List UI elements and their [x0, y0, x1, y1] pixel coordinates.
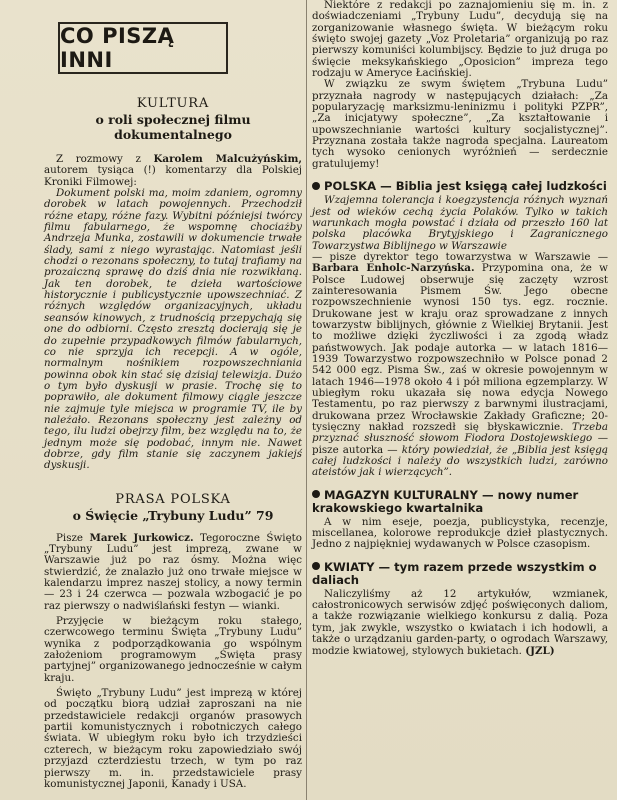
kwiaty-signature: (JZL) [525, 644, 555, 657]
polska-p1-italic: Trzeba przyznać słuszność słowom Fiodora Dostojewskiego [312, 421, 608, 445]
polska-headline [312, 180, 608, 193]
kultura-quote: Dokument polski ma, moim zdaniem, ogromny dorobek w latach powojennych. Przechodził różne etapy, różne fazy. Wybitni późniejsi twórcy filmu fabularnego, że wspomnę chociażby Andrzeja Munka, zostawili w dokumencie trwałe ślady, sami z niego wyrastając. Natomiast jeśli chodzi o rezonans społeczny, to tutaj trafiamy na prozaiczną sprawę do dziś dnia nie rozwikłaną. Jak ten dorobek, te dzieła wartościowe historycznie i publicystycznie upowszechniać. Z różnych względów organizacyjnych, układu seansów kinowych, z trudnością przepychają się one do odbiorni. Często zresztą docierają się je do zupełnie przypadkowych filmów fabularnych, co nie sprzyja ich recepcji. A w ogóle, normalnym nośnikiem rozpowszechniania powinna obok kin stać się dzisiaj telewizja. Dużo o tym było dyskusji w prasie. Trochę się to poprawiło, ale dokument filmowy ciągle jeszcze nie zajmuje tyle miejsca w programie TV, ile by należało. Rezonans społeczny jest zależny od tego, ilu ludzi obejrzy film, bez względu na to, że jednym może się podobać, innym nie. Nawet dobrze, gdy film stanie się zaczynem jakiejś dyskusji. [44, 187, 302, 472]
kultura-intro-post: autorem tysiąca (!) komentarzy dla Polskiej Kroniki Filmowej: [44, 164, 302, 188]
prasa-p1-pre: Pisze [56, 531, 84, 544]
kwiaty-headline-text: KWIATY — tym razem przede wszystkim o daliach [312, 559, 597, 587]
kultura-article [44, 96, 302, 472]
right-column [312, 0, 608, 657]
polska-body [312, 252, 608, 479]
kwiaty-text [312, 589, 608, 657]
masthead-box [58, 22, 228, 74]
kwiaty-text-body: Naliczyliśmy aż 12 artykułów, wzmianek, całostronicowych serwisów zdjęć poświęconych daliom, a także rozwiązanie wielkiego konkursu z dalią. Poza tym, jak zwykle, wszystko o kwiatach i ich hodowli, a także o urządzaniu garden-party, o ogrodach Warszawy, modzie kwiatowej, stylowych bukietach. [312, 587, 608, 657]
prasa-paragraph-5: W związku ze swym świętem „Trybuna Ludu” przyznała nagrody w następujących działach: „Za popularyzację marksizmu-leninizmu i polityki PZPR”, „Za inicjatywy społeczne”, „Za kształtowanie i upowszechnianie wartości kultury socjalistycznej”. Przyznana została także nagroda specjalna. Laureatom tych wysoko cenionych wyróżnień — serdecznie gratulujemy! [312, 78, 608, 170]
prasa-p1-post: Tegoroczne Święto „Trybuny Ludu” jest imprezą, zwane w Warszawie już po raz ósmy. Można więc stwierdzić, że znalazło już ono trwałe miejsce w kalendarzu imprez naszej stolicy, a nowy termin — 23 i 24 czerwca — pozwala wzbogacić je po raz pierwszy o nadwiślański festyn — wianki. [44, 531, 303, 612]
magazyn-text: A w nim eseje, poezja, publicystyka, recenzje, miscellanea, kolorowe reprodukcje dzieł plastycznych. Jedno z najpiękniej wydawanych w Polsce czasopism. [312, 515, 608, 551]
kultura-intro-name: Karolem Malcużyńskim, [153, 153, 302, 165]
polska-p1-post: Przypomina ona, że w Polsce Ludowej obserwuje się zaczęty wzrost zainteresowania Pismem Św. Jego obecne rozpowszechnienie wynosi 150 tys. egz. rocznie. Drukowane jest w kraju oraz sprowadzane z innych towarzystw biblijnych, głównie z Wielkiej Brytanii. Jest to możliwe dzięki życzliwości i za zgodą władz państwowych. Jak podaje autorka — w latach 1816—1939 Towarzystwo rozpowszechniło w Polsce ponad 2 542 000 egz. Pisma Św., zaś w okresie powojennym w latach 1946—1978 około 4 i pół miliona egzemplarzy. W ubiegłym roku ukazała się nowa edycja Nowego Testamentu, po raz pierwszy z barwnymi ilustracjami, drukowana przez Wrocławskie Zakłady Graficzne; 20-tysięczny nakład rozszedł się błyskawicznie. [312, 262, 608, 434]
prasa-paragraph-4: Niektóre z redakcji po zaznajomieniu się m. in. z doświadczeniami „Trybuny Ludu”, decydują się na zorganizowanie własnego święta. W bieżącym roku święto swojej gazety „Voz Proletaria” organizują po raz pierwszy komuniści kolumbijscy. Będzie to już druga po święcie meksykańskiego „Oposicion” impreza tego rodzaju w Ameryce Łacińskiej. [312, 0, 608, 80]
magazyn-article [312, 489, 608, 551]
prasa-paragraph-3: Święto „Trybuny Ludu” jest imprezą w której od początku biorą udział zaproszani na nie przedstawiciele redakcji organów prasowych partii komunistycznych i robotniczych całego świata. W ubiegłym roku było ich trzydzieści czterech, w bieżącym roku zapowiedziało swój przyjazd czterdziestu trzech, w tym po raz pierwszy m. in. przedstawiciele prasy komunistycznej Japonii, Kanady i USA. [44, 687, 302, 790]
polska-p1-name: Barbara Enholc-Narzyńska. [312, 262, 475, 275]
bullet-icon [312, 490, 320, 498]
prasa-section-label: PRASA POLSKA [115, 491, 231, 507]
polska-p1-mid2: — pisze autorka — [312, 432, 608, 456]
polska-headline-text: POLSKA — Biblia jest księgą całej ludzkości [324, 179, 607, 194]
polska-quote: Wzajemna tolerancja i koegzystencja różnych wyznań jest od wieków cechą życia Polaków. Tylko w takich warunkach mogła powstać i działa od przeszło 160 lat polska placówka Brytyjskiego i Zagranicznego Towarzystwa Biblijnego w Warszawie [312, 194, 608, 252]
polska-article [312, 180, 608, 479]
kultura-intro-pre: Z rozmowy z [56, 153, 141, 165]
prasa-paragraph-1 [44, 533, 302, 612]
column-divider [306, 0, 307, 800]
polska-p1-italic2: który powiedział, że „Biblia jest księgą całej ludzkości i należy do wszystkich ludzi, zarówno ateistów jak i wierzących”. [312, 443, 608, 479]
bullet-icon [312, 562, 320, 570]
masthead-title: CO PISZĄ INNI [60, 24, 175, 72]
kwiaty-headline [312, 561, 608, 587]
prasa-paragraph-2: Przyjęcie w bieżącym roku stałego, czerwcowego terminu Święta „Trybuny Ludu” wynika z podporządkowania go wspólnym założeniom programowym „Święta prasy partyjnej” organizowanego jednocześnie w całym kraju. [44, 615, 302, 684]
kwiaty-article [312, 561, 608, 657]
kultura-section-label: KULTURA [136, 96, 210, 111]
magazyn-headline [312, 489, 608, 515]
kultura-headline: o roli społecznej filmu dokumentalnego [95, 112, 251, 142]
left-column [44, 0, 302, 790]
magazyn-headline-text: MAGAZYN KULTURALNY — nowy numer krakowskiego kwartalnika [312, 487, 579, 515]
bullet-icon [312, 182, 320, 190]
polska-p1-mid: — pisze dyrektor tego towarzystwa w Warszawie — [312, 250, 608, 263]
kultura-intro [44, 154, 302, 188]
prasa-article [44, 492, 302, 791]
prasa-headline: o Święcie „Trybuny Ludu” 79 [72, 507, 274, 523]
prasa-p1-name: Marek Jurkowicz. [89, 531, 194, 544]
